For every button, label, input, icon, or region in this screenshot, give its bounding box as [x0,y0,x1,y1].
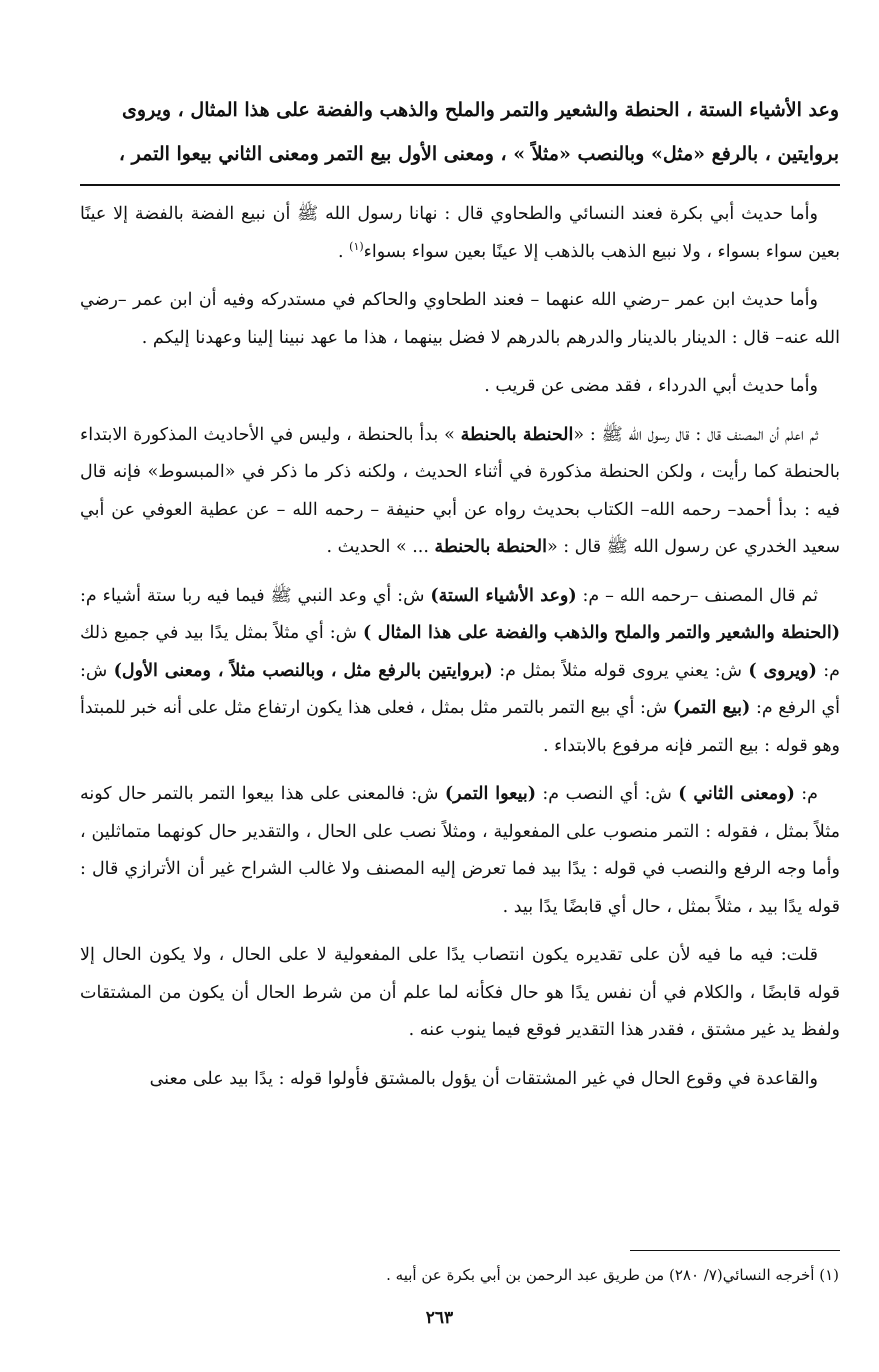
page-number: ٢٦٣ [425,1308,454,1328]
p5-matn-j: (بيع التمر) [672,698,751,718]
matn-line-2: بروايتين ، بالرفع «مثل» وبالنصب «مثلاً » ، ومعنى الأول بيع التمر ومعنى الثاني بيعوا التمر ، [118,143,839,165]
commentary-paragraph-2: وأما حديث ابن عمر –رضي الله عنهما – فعند الطحاوي والحاكم في مستدركه وفيه أن ابن عمر –رضي الله عنه– قال : الدينار بالدينار والدرهم بالدرهم لا فضل بينهما ، هذا ما عهد نبينا إلينا وعهدنا إليكم . [80,290,840,348]
commentary-paragraph-7: قلت: فيه ما فيه لأن على تقديره يكون انتصاب يدًا على المفعولية لا على الحال ، ولا يكون الحال إلا قوله قابضًا ، والكلام في أن نفس يدًا هو حال فكأنه لما علم أن من شرط الحال أن يكون من المشتقات ولفظ يد غير مشتق ، فقدر هذا التقدير فوقع فيما ينوب عنه . [80,945,840,1040]
p6-text-c: ش: أي النصب م: [536,784,679,804]
footnote-reference: (١) [349,239,364,253]
p5-text-i: ش: أي الرفع م: [80,660,841,718]
commentary-paragraph-3: وأما حديث أبي الدرداء ، فقد مضى عن قريب . [484,376,818,396]
paragraph-1-end: . [338,241,350,262]
matn-text [84,88,839,176]
commentary-paragraph-8: والقاعدة في وقوع الحال في غير المشتقات أن يؤول بالمشتق فأولوا قوله : يدًا بيد على معنى [149,1068,818,1089]
commentary-paragraph-5 [80,578,840,766]
p5-matn-d: (الحنطة والشعير والتمر والملح والذهب والفضة على هذا المثال ) [363,623,840,643]
p4-text-c: » بدأ بالحنطة ، وليس في الأحاديث المذكورة الابتداء بالحنطة كما رأيت ، ولكن الحنطة مذكورة في أثناء الحديث ، ولكنه ذكر ما ذكر في «المبسوط» فإنه قال فيه : بدأ أحمد– رحمه الله– الكتاب بحديث رواه عن أبي حنيفة – رحمه الله – عن عطية العوفي عن أبي سعيد الخدري عن رسول الله ﷺ قال : « [80,424,840,557]
p5-text-a: ثم قال المصنف –رحمه الله – م: [576,585,819,606]
commentary-paragraph-6 [80,776,840,926]
p5-text-k: ش: أي بيع التمر بالتمر مثل بمثل ، فعلى هذا يكون ارتفاع مثل على أنه خبر للمبتدأ وهو قوله : بيع التمر فإنه مرفوع بالابتداء . [80,698,840,756]
footnote: (١) أخرجه النسائي(٧/ ٢٨٠) من طريق عبد الرحمن بن أبي بكرة عن أبيه . [386,1266,839,1284]
paragraph-1-text: وأما حديث أبي بكرة فعند النسائي والطحاوي قال : نهانا رسول الله ﷺ أن نبيع الفضة بالفضة إلا عينًا بعين سواء بسواء ، ولا نبيع الذهب بالذهب إلا عينًا بعين سواء بسواء [80,204,840,262]
matn-separator-rule [80,184,840,186]
p5-text-e: ش: أي مثلاً بمثل يدًا بيد في جميع ذلك م: [80,623,840,681]
p4-quote-1: الحنطة بالحنطة [460,424,574,445]
p5-text-c: ش: أي وعد النبي ﷺ فيما فيه ربا ستة أشياء م: [80,585,431,606]
commentary-paragraph-4 [80,417,840,567]
p5-text-g: ش: يعني يروى قوله مثلاً بمثل م: [492,660,749,681]
p5-matn-b: (وعد الأشياء الستة) [430,585,577,606]
matn-line-1: وعد الأشياء الستة ، الحنطة والشعير والتمر والملح والذهب والفضة على هذا المثال ، ويروى [122,99,839,121]
p6-matn-b: (ومعنى الثاني ) [678,784,795,804]
p5-matn-h: (بروايتين بالرفع مثل ، وبالنصب مثلاً ، ومعنى الأول) [113,660,493,681]
p5-matn-f: (ويروى ) [748,660,817,681]
p4-text-a: ثم اعلم أن المصنف قال : قال رسول الله ﷺ : « [573,424,818,445]
p4-quote-2: الحنطة بالحنطة [434,537,547,557]
commentary-text [80,196,840,1109]
p6-text-a: م: [794,784,819,804]
commentary-paragraph-1 [80,196,840,271]
p4-text-e: ... » الحديث . [326,537,435,557]
footnote-separator-rule [630,1250,840,1251]
p6-matn-d: (بيعوا التمر) [444,784,537,804]
p6-text-e: ش: فالمعنى على هذا بيعوا التمر بالتمر حال كونه مثلاً بمثل ، فقوله : التمر منصوب على المفعولية ، ومثلاً نصب على الحال ، والتقدير حال كونهما متماثلين ، وأما وجه الرفع والنصب في قوله : يدًا بيد فما تعرض إليه المصنف ولا غالب الشراح غير أن الأترازي قال : قوله يدًا بيد ، مثلاً بمثل ، حال أي قابضًا يدًا بيد . [80,784,840,917]
